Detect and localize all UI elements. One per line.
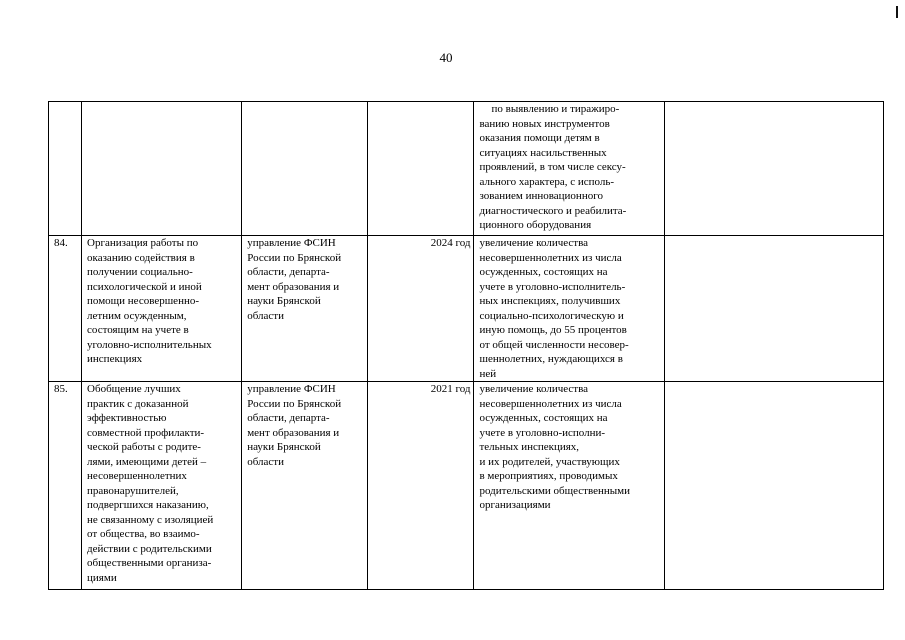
year-cell	[368, 102, 474, 236]
scan-edge-mark	[896, 6, 898, 18]
executor-cell: управление ФСИН России по Брянской области, департа- мент образования и науки Брянской области	[242, 382, 368, 590]
row-number-cell	[49, 102, 82, 236]
executor-cell: управление ФСИН России по Брянской области, департа- мент образования и науки Брянской области	[242, 236, 368, 382]
year-cell: 2021 год	[368, 382, 474, 590]
note-cell	[664, 102, 883, 236]
row-number-cell: 84.	[49, 236, 82, 382]
measure-cell: Организация работы по оказанию содействия в получении социально- психологической и иной помощи несовершенно- летним осужденным, состоящим на учете в уголовно-исполнительных инспекциях	[82, 236, 242, 382]
table-row-continuation	[49, 102, 884, 236]
year-cell: 2024 год	[368, 236, 474, 382]
result-cell: по выявлению и тиражиро- ванию новых инструментов оказания помощи детям в ситуациях насильственных проявлений, в том числе сексу- ального характера, с исполь- зованием инновационного диагностического и реабилита- ционного оборудования	[474, 102, 664, 236]
row-number-cell: 85.	[49, 382, 82, 590]
result-cell: увеличение количества несовершеннолетних из числа осужденных, состоящих на учете в уголовно-исполнитель- ных инспекциях, получивших социально-психологическую и иную помощь, до 55 процентов от общей численности несовер- шеннолетних, нуждающихся в ней	[474, 236, 664, 382]
executor-cell	[242, 102, 368, 236]
note-cell	[664, 382, 883, 590]
measure-cell: Обобщение лучших практик с доказанной эффективностью совместной профилакти- ческой работы с родите- лями, имеющими детей – несовершеннолетних правонарушителей, подвергшихся наказанию, не связанному с изоляцией от общества, во взаимо- действии с родительскими общественными организа- циями	[82, 382, 242, 590]
table-row-85	[49, 382, 884, 590]
measures-table	[48, 101, 884, 590]
measure-cell	[82, 102, 242, 236]
note-cell	[664, 236, 883, 382]
table-row-84	[49, 236, 884, 382]
result-cell: увеличение количества несовершеннолетних из числа осужденных, состоящих на учете в уголовно-исполни- тельных инспекциях, и их родителей, участвующих в мероприятиях, проводимых родительскими общественными организациями	[474, 382, 664, 590]
page-number: 40	[439, 50, 453, 65]
